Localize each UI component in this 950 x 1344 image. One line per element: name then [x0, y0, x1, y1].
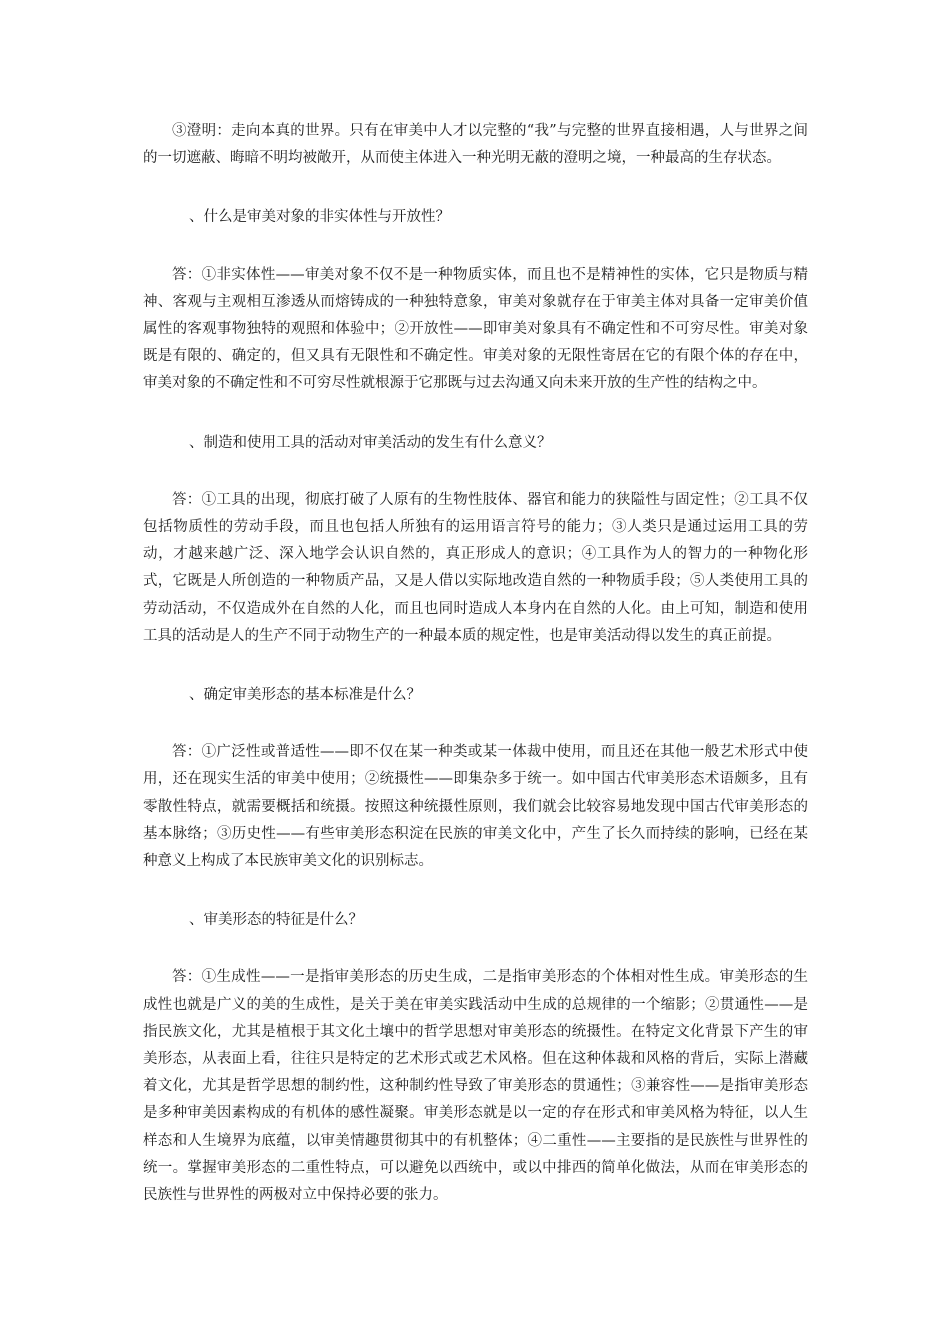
spacer: [143, 232, 808, 262]
answer-tools: 答：①工具的出现，彻底打破了人原有的生物性肢体、器官和能力的狭隘性与固定性；②工具不仅包括物质性的劳动手段，而且也包括人所独有的运用语言符号的能力；③人类只是通过运用工具的劳动，才越来越广泛、深入地学会认识自然的，真正形成人的意识；④工具作为人的智力的一种物化形式，它既是人所创造的一种物质产品，又是人借以实际地改造自然的一种物质手段；⑤人类使用工具的劳动活动，不仅造成外在自然的人化，而且也同时造成人本身内在自然的人化。由上可知，制造和使用工具的活动是人的生产不同于动物生产的一种最本质的规定性，也是审美活动得以发生的真正前提。: [143, 491, 808, 644]
answer-form-criteria: 答：①广泛性或普适性——即不仅在某一种类或某一体裁中使用，而且还在其他一般艺术形式中使用，还在现实生活的审美中使用；②统摄性——即集杂多于统一。如中国古代审美形态术语颇多，且有零散性特点，就需要概括和统摄。按照这种统摄性原则，我们就会比较容易地发现中国古代审美形态的基本脉络；③历史性——有些审美形态积淀在民族的审美文化中，产生了长久而持续的影响，已经在某种意义上构成了本民族审美文化的识别标志。: [143, 744, 808, 870]
spacer: [143, 875, 808, 907]
question-non-substantiality: 、什么是审美对象的非实体性与开放性？: [189, 209, 450, 226]
answer-form-features: 答：①生成性——一是指审美形态的历史生成，二是指审美形态的个体相对性生成。审美形态的生成性也就是广义的美的生成性，是关于美在审美实践活动中生成的总规律的一个缩影；②贯通性——是指民族文化，尤其是植根于其文化土壤中的哲学思想对审美形态的统摄性。在特定文化背景下产生的审美形态，从表面上看，往往只是特定的艺术形式或艺术风格。但在这种体裁和风格的背后，实际上潜藏着文化，尤其是哲学思想的制约性，这种制约性导致了审美形态的贯通性；③兼容性——是指审美形态是多种审美因素构成的有机体的感性凝聚。审美形态就是以一定的存在形式和审美风格为特征，以人生样态和人生境界为底蕴，以审美情趣贯彻其中的有机整体；④二重性——主要指的是民族性与世界性的统一。掌握审美形态的二重性特点，可以避免以西统中，或以中排西的简单化做法，从而在审美形态的民族性与世界性的两极对立中保持必要的张力。: [143, 969, 808, 1204]
question-form-criteria: 、确定审美形态的基本标准是什么？: [189, 687, 421, 704]
spacer: [143, 398, 808, 430]
spacer: [143, 709, 808, 739]
spacer: [143, 650, 808, 682]
document-page: [143, 118, 808, 1209]
question-form-features: 、审美形态的特征是什么？: [189, 912, 363, 929]
spacer: [143, 172, 808, 204]
question-tools: 、制造和使用工具的活动对审美活动的发生有什么意义？: [189, 434, 552, 451]
paragraph-clarity: ③澄明：走向本真的世界。只有在审美中人才以完整的“我”与完整的世界直接相遇，人与世界之间的一切遮蔽、晦暗不明均被敞开，从而使主体进入一种光明无蔽的澄明之境，一种最高的生存状态。: [143, 123, 808, 167]
spacer: [143, 457, 808, 487]
spacer: [143, 934, 808, 964]
answer-non-substantiality: 答：①非实体性——审美对象不仅不是一种物质实体，而且也不是精神性的实体，它只是物质与精神、客观与主观相互渗透从而熔铸成的一种独特意象，审美对象就存在于审美主体对具备一定审美价值属性的客观事物独特的观照和体验中；②开放性——即审美对象具有不确定性和不可穷尽性。审美对象既是有限的、确定的，但又具有无限性和不确定性。审美对象的无限性寄居在它的有限个体的存在中，审美对象的不确定性和不可穷尽性就根源于它那既与过去沟通又向未来开放的生产性的结构之中。: [143, 266, 808, 392]
